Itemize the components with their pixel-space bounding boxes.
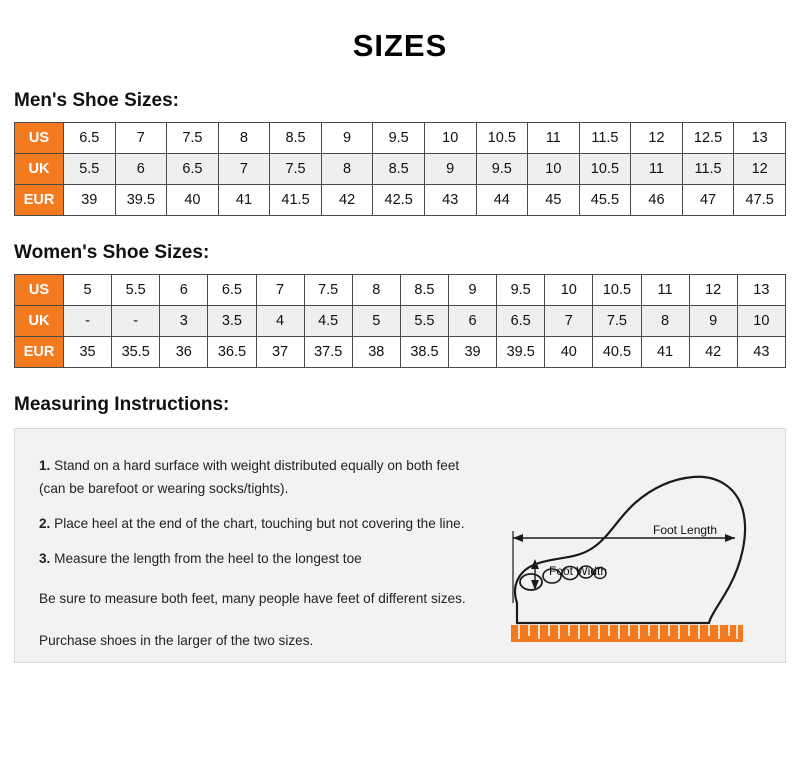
womens-size-table [14,274,786,368]
toe-icon [520,574,542,590]
cell: 38.5 [400,337,448,368]
instruction-step-1-sub: (can be barefoot or wearing socks/tights). [39,481,289,497]
cell: 42.5 [373,185,425,216]
cell: 36 [160,337,208,368]
cell: 10.5 [476,123,528,154]
cell: 5 [352,306,400,337]
cell: 38 [352,337,400,368]
foot-measurement-diagram [505,453,775,658]
cell: 9.5 [373,123,425,154]
step-text: Stand on a hard surface with weight distributed equally on both feet [54,458,460,473]
cell: 42 [321,185,373,216]
page-title: SIZES [352,28,448,63]
cell: 11.5 [579,123,631,154]
size-chart-page [0,28,800,778]
cell: 9 [424,154,476,185]
cell: 10.5 [579,154,631,185]
mens-size-table [14,122,786,216]
table-row [15,154,786,185]
cell: 35 [64,337,112,368]
cell: 10 [545,275,593,306]
cell: 8.5 [373,154,425,185]
cell: 11 [641,275,689,306]
row-label-us: US [15,275,64,306]
cell: 8 [352,275,400,306]
cell: 7.5 [593,306,641,337]
cell: 12 [734,154,786,185]
cell: 9 [689,306,737,337]
table-row [15,275,786,306]
cell: 12 [631,123,683,154]
instructions-panel [14,428,786,663]
cell: 41 [218,185,270,216]
cell: 10 [737,306,785,337]
cell: 10 [528,154,580,185]
arrow-head-left-icon [513,534,523,542]
foot-outline [515,477,745,623]
cell: 37 [256,337,304,368]
row-label-uk: UK [15,154,64,185]
cell: 6.5 [208,275,256,306]
cell: 40 [167,185,219,216]
row-label-uk: UK [15,306,64,337]
cell: 9.5 [497,275,545,306]
step-number: 1. [39,458,51,473]
cell: 6 [449,306,497,337]
instruction-step-1 [39,455,559,476]
cell: 4 [256,306,304,337]
cell: 39.5 [115,185,167,216]
cell: 5 [64,275,112,306]
table-row [15,123,786,154]
step-number: 3. [39,551,51,567]
cell: 7 [115,123,167,154]
cell: 39 [449,337,497,368]
cell: 40 [545,337,593,368]
cell: 10.5 [593,275,641,306]
table-row [15,337,786,368]
cell: 46 [631,185,683,216]
cell: 41 [641,337,689,368]
cell: 11 [528,123,580,154]
cell: 42 [689,337,737,368]
instructions-section-title: Measuring Instructions: [14,394,230,415]
cell: 13 [734,123,786,154]
instruction-step-3 [39,548,559,569]
cell: - [112,306,160,337]
cell: 8 [321,154,373,185]
cell: 5.5 [112,275,160,306]
cell: 12.5 [682,123,734,154]
cell: 44 [476,185,528,216]
cell: 7 [256,275,304,306]
arrow-head-right-icon [725,534,735,542]
cell: 35.5 [112,337,160,368]
cell: 3.5 [208,306,256,337]
cell: 10 [424,123,476,154]
cell: 37.5 [304,337,352,368]
foot-width-label: Foot Width [549,564,608,578]
cell: 8 [641,306,689,337]
cell: 9.5 [476,154,528,185]
row-label-eur: EUR [15,185,64,216]
cell: 9 [321,123,373,154]
instruction-note-line-1: Be sure to measure both feet, many people have feet of different sizes. [39,591,466,607]
cell: 5.5 [64,154,116,185]
womens-section-title: Women's Shoe Sizes: [14,242,210,263]
cell: 43 [424,185,476,216]
cell: 45 [528,185,580,216]
cell: 7 [545,306,593,337]
cell: 36.5 [208,337,256,368]
cell: 39.5 [497,337,545,368]
cell: 7 [218,154,270,185]
instruction-note-line-2: Purchase shoes in the larger of the two sizes. [39,633,314,649]
cell: 43 [737,337,785,368]
row-label-us: US [15,123,64,154]
cell: 11.5 [682,154,734,185]
cell: 8.5 [270,123,322,154]
cell: 45.5 [579,185,631,216]
row-label-eur: EUR [15,337,64,368]
cell: 8 [218,123,270,154]
cell: 39 [64,185,116,216]
cell: 7.5 [304,275,352,306]
cell: 7.5 [270,154,322,185]
cell: 6.5 [497,306,545,337]
cell: 47 [682,185,734,216]
cell: 12 [689,275,737,306]
cell: 6 [160,275,208,306]
cell: 6 [115,154,167,185]
cell: 8.5 [400,275,448,306]
cell: 7.5 [167,123,219,154]
cell: 9 [449,275,497,306]
cell: 3 [160,306,208,337]
cell: 40.5 [593,337,641,368]
cell: 41.5 [270,185,322,216]
cell: 6.5 [64,123,116,154]
step-number: 2. [39,516,51,532]
table-row [15,306,786,337]
cell: 4.5 [304,306,352,337]
instruction-step-2 [39,513,559,534]
cell: 6.5 [167,154,219,185]
cell: - [64,306,112,337]
table-row [15,185,786,216]
cell: 13 [737,275,785,306]
cell: 11 [631,154,683,185]
step-text: Place heel at the end of the chart, touching but not covering the line. [54,516,465,532]
cell: 5.5 [400,306,448,337]
mens-section-title: Men's Shoe Sizes: [14,90,180,111]
cell: 47.5 [734,185,786,216]
step-text: Measure the length from the heel to the longest toe [54,551,362,567]
foot-length-label: Foot Length [653,523,718,537]
